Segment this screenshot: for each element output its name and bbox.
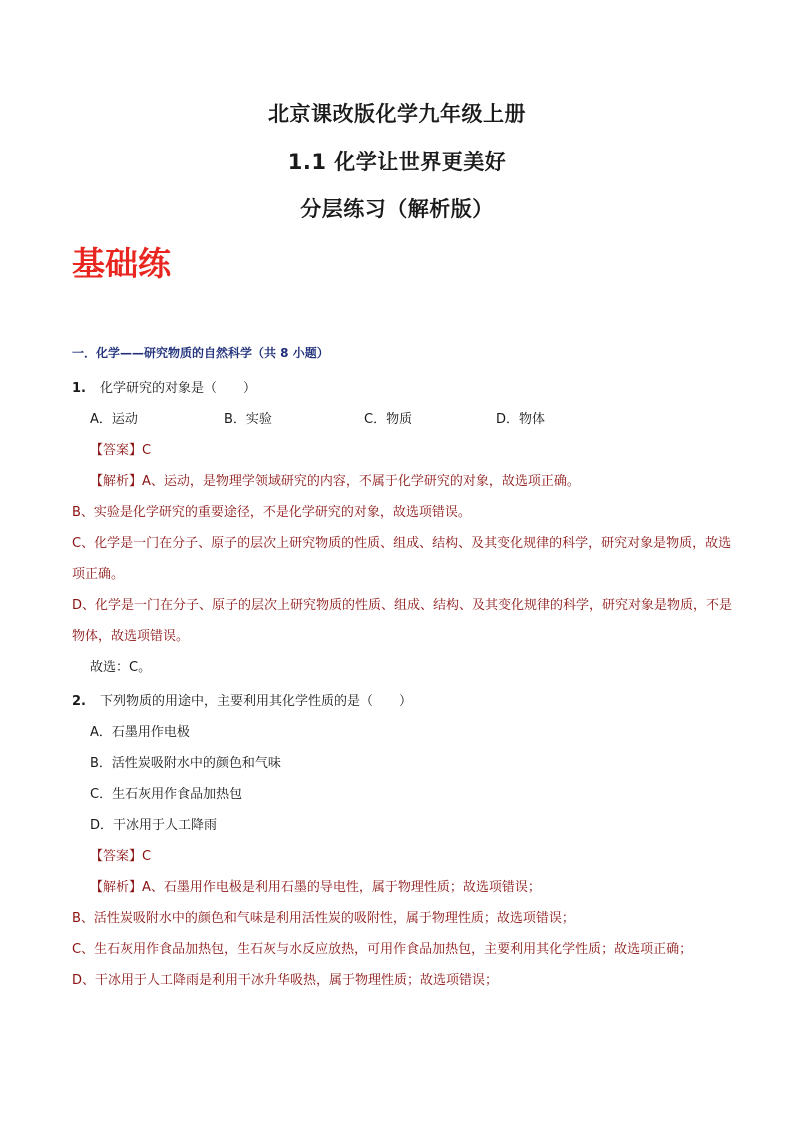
analysis-line: 【解析】A、石墨用作电极是利用石墨的导电性，属于物理性质；故选项错误； xyxy=(90,880,541,895)
section-title: 一．化学——研究物质的自然科学（共 8 小题） xyxy=(72,346,329,360)
doc-title-line-3: 分层练习（解析版） xyxy=(300,197,494,221)
option-d: D．干冰用于人工降雨 xyxy=(90,818,218,833)
analysis-line: C、化学是一门在分子、原子的层次上研究物质的性质、组成、结构、及其变化规律的科学，研究对象是物质，故选项正确。 xyxy=(72,536,732,582)
analysis xyxy=(72,872,732,996)
option-b: B．实验 xyxy=(224,412,272,427)
analysis-line: D、干冰用于人工降雨是利用干冰升华吸热，属于物理性质；故选项错误； xyxy=(72,973,499,988)
doc-title-line-2: 1.1 化学让世界更美好 xyxy=(287,150,507,174)
option-c: C．生石灰用作食品加热包 xyxy=(90,787,243,802)
question-1 xyxy=(72,373,732,683)
analysis-line: B、活性炭吸附水中的颜色和气味是利用活性炭的吸附性，属于物理性质；故选项错误； xyxy=(72,911,575,926)
question-text: 化学研究的对象是（ ） xyxy=(100,381,257,396)
option-d: D．物体 xyxy=(496,412,546,427)
question-stem xyxy=(72,686,732,717)
question-number: 1. xyxy=(72,381,86,396)
option-b: B．活性炭吸附水中的颜色和气味 xyxy=(90,756,281,771)
answer-line: 【答案】C xyxy=(90,849,152,864)
analysis-line: 【解析】A、运动，是物理学领域研究的内容，不属于化学研究的对象，故选项正确。 xyxy=(90,474,580,489)
option-row xyxy=(72,404,732,435)
option-c: C．物质 xyxy=(364,412,413,427)
option-a: A．石墨用作电极 xyxy=(90,725,190,740)
analysis xyxy=(72,466,732,652)
question-text: 下列物质的用途中，主要利用其化学性质的是（ ） xyxy=(100,694,413,709)
analysis-line: C、生石灰用作食品加热包，生石灰与水反应放热，可用作食品加热包，主要利用其化学性质；故选项正确； xyxy=(72,942,693,957)
question-stem xyxy=(72,373,732,404)
doc-title-line-1: 北京课改版化学九年级上册 xyxy=(268,102,526,126)
option-a: A．运动 xyxy=(90,412,138,427)
level-title: 基础练 xyxy=(72,244,171,283)
question-2 xyxy=(72,686,732,996)
conclusion-line: 故选：C。 xyxy=(90,660,152,675)
analysis-line: D、化学是一门在分子、原子的层次上研究物质的性质、组成、结构、及其变化规律的科学，研究对象是物质，不是物体，故选项错误。 xyxy=(72,598,733,644)
analysis-line: B、实验是化学研究的重要途径，不是化学研究的对象，故选项错误。 xyxy=(72,505,471,520)
question-number: 2. xyxy=(72,694,86,709)
answer-line: 【答案】C xyxy=(90,443,152,458)
